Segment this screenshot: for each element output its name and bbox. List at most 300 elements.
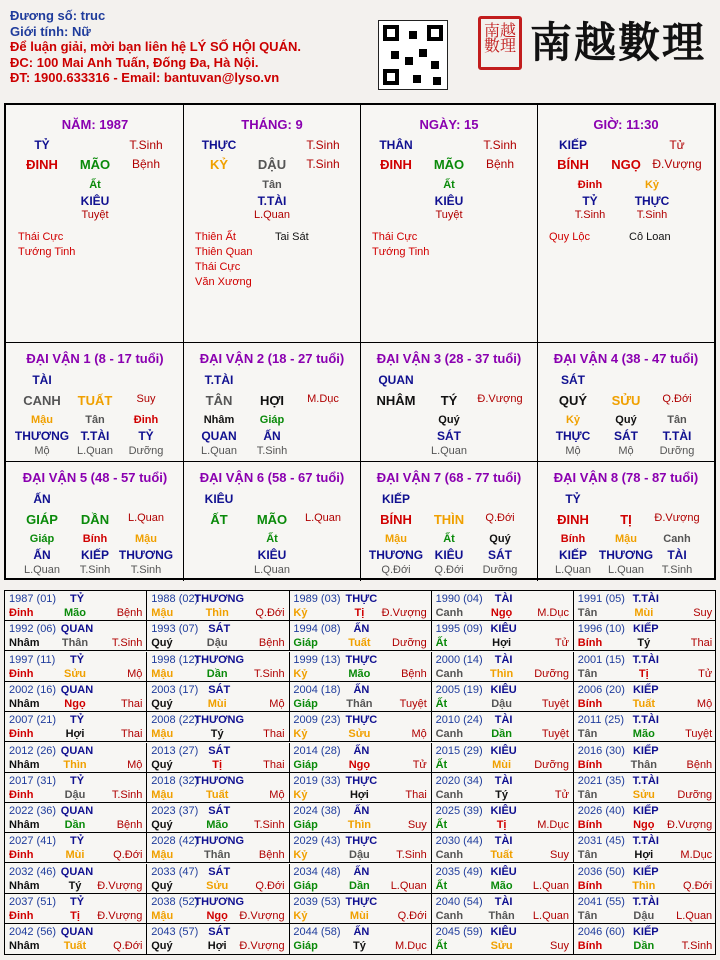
hidden-stage: T.Sinh bbox=[79, 564, 111, 576]
year-branch: Sửu bbox=[348, 728, 371, 741]
hidden-relation: TỶ bbox=[582, 194, 598, 208]
year-branch: Thìn bbox=[205, 607, 229, 619]
heavenly-stem: ẤT bbox=[210, 512, 228, 527]
hidden-stage: Tuyệt bbox=[81, 209, 109, 221]
hidden-relation: THỰC bbox=[555, 429, 591, 443]
year-branch: Tý bbox=[637, 637, 651, 650]
hidden-stem: Tân bbox=[85, 414, 105, 426]
year-relation: TỶ bbox=[69, 835, 85, 848]
year-relation: T.TÀI bbox=[632, 593, 659, 605]
year-label: 2043 (57) bbox=[151, 926, 199, 939]
hidden-relation: KIÊU bbox=[80, 194, 110, 208]
year-label: 2044 (58) bbox=[293, 926, 341, 939]
year-label: 1990 (04) bbox=[435, 593, 483, 605]
dai-van-title: ĐẠI VẬN 4 (38 - 47 tuổi) bbox=[553, 351, 699, 366]
year-cell bbox=[574, 833, 716, 863]
heavenly-stem: TÂN bbox=[205, 393, 233, 408]
year-stem: Quý bbox=[151, 758, 173, 771]
year-branch: Mùi bbox=[492, 758, 512, 771]
year-cell bbox=[147, 864, 289, 894]
earthly-branch: NGỌ bbox=[611, 157, 641, 172]
hidden-relation: SÁT bbox=[488, 548, 512, 562]
growth-stage: L.Quan bbox=[127, 512, 165, 524]
dai-van-title: ĐẠI VẬN 1 (8 - 17 tuổi) bbox=[26, 351, 164, 366]
year-branch: Dần bbox=[64, 819, 86, 832]
year-cell bbox=[574, 682, 716, 712]
year-relation: KIẾP bbox=[632, 926, 659, 939]
year-label: 2035 (49) bbox=[435, 865, 483, 878]
heavenly-stem: ĐINH bbox=[380, 157, 412, 172]
year-cell bbox=[574, 773, 716, 803]
hidden-stem: Ất bbox=[443, 533, 455, 545]
year-label: 2007 (21) bbox=[9, 714, 57, 727]
year-cell bbox=[5, 621, 147, 651]
year-stage: Q.Đới bbox=[255, 607, 285, 619]
year-stage: L.Quan bbox=[390, 879, 427, 892]
star-name: Thái Cực bbox=[18, 231, 64, 243]
hidden-stage: L.Quan bbox=[607, 564, 645, 576]
year-stem: Bính bbox=[577, 758, 603, 771]
dai-van-relation: QUAN bbox=[378, 373, 414, 387]
year-branch: Mão bbox=[64, 607, 86, 619]
year-cell bbox=[289, 894, 431, 924]
year-stem: Mậu bbox=[151, 607, 174, 619]
year-stem: Nhâm bbox=[9, 940, 40, 953]
year-branch: Dậu bbox=[349, 849, 370, 862]
star-name: Tướng Tinh bbox=[372, 246, 430, 258]
year-label: 2018 (32) bbox=[151, 774, 199, 787]
year-label: 2000 (14) bbox=[435, 653, 483, 666]
year-label: 2012 (26) bbox=[9, 744, 57, 757]
year-stage: T.Sinh bbox=[254, 819, 285, 832]
year-label: 2006 (20) bbox=[577, 683, 625, 696]
pillar-relation: THỰC bbox=[201, 138, 237, 152]
growth-stage: M.Dục bbox=[307, 393, 339, 405]
year-branch: Hợi bbox=[349, 788, 369, 801]
hidden-stage: T.Sinh bbox=[256, 445, 288, 457]
year-cell bbox=[289, 743, 431, 773]
year-stem: Quý bbox=[151, 697, 173, 710]
year-stem: Canh bbox=[435, 728, 464, 741]
year-cell bbox=[289, 803, 431, 833]
year-label: 2008 (22) bbox=[151, 714, 199, 727]
hidden-stage: Mộ bbox=[565, 445, 581, 457]
year-stem: Tân bbox=[577, 849, 598, 862]
pillar-top-stage: T.Sinh bbox=[129, 138, 163, 152]
year-stem: Nhâm bbox=[9, 637, 40, 650]
hidden-stem: Tân bbox=[262, 179, 282, 191]
dai-van-relation: TỶ bbox=[565, 492, 581, 506]
year-branch: Dần bbox=[349, 879, 370, 892]
hidden-stage: T.Sinh bbox=[636, 209, 668, 221]
dai-van-title: ĐẠI VẬN 7 (68 - 77 tuổi) bbox=[376, 470, 522, 485]
hidden-relation: T.TÀI bbox=[80, 429, 110, 443]
growth-stage: Bệnh bbox=[485, 157, 515, 171]
year-stage: Mộ bbox=[269, 788, 285, 801]
hidden-stem: Đinh bbox=[577, 179, 603, 191]
year-stage: T.Sinh bbox=[111, 788, 143, 801]
hidden-stage: T.Sinh bbox=[574, 209, 606, 221]
year-stage: Suy bbox=[693, 607, 713, 619]
year-relation: T.TÀI bbox=[632, 714, 659, 727]
year-branch: Sửu bbox=[63, 667, 87, 680]
hidden-relation: THƯƠNG bbox=[598, 548, 654, 562]
year-label: 1998 (12) bbox=[151, 653, 199, 666]
hidden-stage: T.Sinh bbox=[130, 564, 162, 576]
year-stage: Q.Đới bbox=[682, 879, 713, 892]
year-branch: Sửu bbox=[490, 940, 513, 953]
year-cell bbox=[432, 652, 574, 682]
earthly-branch: TÝ bbox=[440, 393, 458, 408]
hidden-relation: TỶ bbox=[138, 429, 154, 443]
year-stage: M.Dục bbox=[680, 849, 713, 862]
year-label: 2016 (30) bbox=[577, 744, 625, 757]
year-label: 1989 (03) bbox=[293, 593, 341, 605]
year-branch: Thân bbox=[488, 910, 515, 922]
year-branch: Ngọ bbox=[206, 910, 228, 922]
year-stem: Nhâm bbox=[9, 819, 40, 832]
hidden-stem: Tân bbox=[667, 414, 687, 426]
year-branch: Mão bbox=[206, 819, 229, 832]
year-relation: TÀI bbox=[494, 714, 513, 727]
year-branch: Tuất bbox=[490, 849, 513, 862]
year-stage: T.Sinh bbox=[396, 849, 427, 862]
year-cell bbox=[432, 621, 574, 651]
year-stage: Đ.Vượng bbox=[97, 910, 143, 922]
hidden-stage: Mộ bbox=[618, 445, 634, 457]
year-label: 2023 (37) bbox=[151, 805, 199, 818]
year-label: 2021 (35) bbox=[577, 774, 625, 787]
year-label: 2003 (17) bbox=[151, 683, 199, 696]
earthly-branch: MÃO bbox=[256, 512, 288, 527]
year-label: 2041 (55) bbox=[577, 896, 625, 908]
year-stem: Ất bbox=[435, 940, 448, 953]
hidden-stem: Mậu bbox=[615, 533, 637, 545]
year-relation: ẤN bbox=[353, 926, 370, 939]
year-label: 2013 (27) bbox=[151, 744, 199, 757]
year-relation: TÀI bbox=[494, 896, 513, 908]
year-stage: Đ.Vượng bbox=[239, 940, 285, 953]
year-stem: Tân bbox=[577, 910, 598, 922]
hidden-relation: T.TÀI bbox=[257, 194, 287, 208]
dai-van-relation: T.TÀI bbox=[204, 373, 234, 387]
year-relation: THỰC bbox=[345, 774, 378, 787]
year-label: 1997 (11) bbox=[9, 653, 56, 666]
pillar-cell bbox=[6, 105, 184, 343]
year-label: 2039 (53) bbox=[293, 896, 341, 908]
year-relation: T.TÀI bbox=[632, 774, 659, 787]
year-branch: Tị bbox=[354, 607, 365, 619]
year-relation: QUAN bbox=[60, 926, 94, 939]
year-cell bbox=[5, 894, 147, 924]
year-stem: Mậu bbox=[151, 667, 174, 680]
year-cell bbox=[574, 803, 716, 833]
pillar-top-stage: T.Sinh bbox=[483, 138, 517, 152]
earthly-branch: HỢI bbox=[259, 393, 285, 408]
year-cell bbox=[289, 621, 431, 651]
year-label: 2005 (19) bbox=[435, 683, 483, 696]
address-line: ĐC: 100 Mai Anh Tuấn, Đống Đa, Hà Nội. bbox=[10, 54, 259, 70]
year-label: 2045 (59) bbox=[435, 926, 483, 939]
year-relation: KIẾP bbox=[632, 865, 659, 878]
year-stage: L.Quan bbox=[532, 879, 569, 892]
earthly-branch: DẦN bbox=[80, 512, 110, 527]
year-stage: Dưỡng bbox=[534, 758, 569, 771]
star-name: Thiên Quan bbox=[195, 246, 253, 258]
year-branch: Ngọ bbox=[64, 697, 86, 710]
year-branch: Dậu bbox=[633, 910, 655, 922]
year-cell bbox=[5, 712, 147, 742]
year-branch: Thìn bbox=[489, 667, 514, 680]
year-stage: Thai bbox=[120, 697, 143, 710]
year-label: 1999 (13) bbox=[293, 653, 341, 666]
year-label: 1987 (01) bbox=[9, 593, 57, 605]
year-cell bbox=[574, 652, 716, 682]
year-stem: Kỷ bbox=[293, 607, 308, 619]
year-stage: T.Sinh bbox=[681, 940, 713, 953]
year-stage: M.Dục bbox=[537, 819, 569, 832]
year-branch: Dần bbox=[206, 667, 228, 680]
year-stem: Quý bbox=[151, 940, 173, 953]
hidden-stem: Quý bbox=[489, 533, 511, 545]
header-info bbox=[10, 8, 370, 86]
year-stage: Thai bbox=[120, 728, 143, 741]
star-name: Tai Sát bbox=[275, 231, 309, 243]
hidden-stem: Bính bbox=[560, 533, 586, 545]
year-stem: Mậu bbox=[151, 788, 174, 801]
hidden-stage: L.Quan bbox=[554, 564, 592, 576]
pillar-top-stage: T.Sinh bbox=[306, 138, 340, 152]
year-branch: Dậu bbox=[491, 697, 512, 710]
year-cell bbox=[574, 924, 716, 954]
hidden-stage: Tuyệt bbox=[435, 209, 463, 221]
year-branch: Thân bbox=[346, 697, 373, 710]
year-cell bbox=[574, 743, 716, 773]
year-stem: Kỷ bbox=[293, 788, 308, 801]
year-cell bbox=[5, 803, 147, 833]
year-label: 2001 (15) bbox=[577, 653, 625, 666]
hidden-stem: Quý bbox=[615, 414, 637, 426]
year-stage: L.Quan bbox=[676, 910, 713, 922]
earthly-branch: TUẤT bbox=[77, 393, 113, 408]
star-name: Thái Cực bbox=[195, 261, 241, 273]
year-cell bbox=[147, 712, 289, 742]
hidden-stem: Mậu bbox=[31, 414, 53, 426]
year-stage: Thai bbox=[263, 728, 285, 741]
year-stem: Nhâm bbox=[9, 697, 40, 710]
year-cell bbox=[5, 833, 147, 863]
year-stem: Ất bbox=[435, 697, 448, 710]
heavenly-stem: CANH bbox=[23, 393, 61, 408]
year-stem: Quý bbox=[151, 879, 173, 892]
year-branch: Tý bbox=[210, 728, 224, 741]
year-branch: Mùi bbox=[65, 849, 85, 862]
year-relation: T.TÀI bbox=[632, 896, 659, 908]
year-stem: Đinh bbox=[9, 788, 34, 801]
year-label: 2034 (48) bbox=[293, 865, 341, 878]
year-label: 1992 (06) bbox=[9, 623, 57, 636]
year-stage: Dưỡng bbox=[677, 788, 713, 801]
dai-van-title: ĐẠI VẬN 3 (28 - 37 tuổi) bbox=[376, 351, 522, 366]
year-relation: TỶ bbox=[69, 714, 85, 727]
year-stage: T.Sinh bbox=[254, 667, 285, 680]
year-relation: TÀI bbox=[494, 774, 513, 787]
year-stage: Bệnh bbox=[401, 667, 427, 680]
hidden-stem: Nhâm bbox=[203, 414, 235, 426]
year-label: 1995 (09) bbox=[435, 623, 483, 636]
year-relation: SÁT bbox=[208, 683, 231, 696]
year-stem: Kỷ bbox=[293, 667, 308, 680]
year-cell bbox=[5, 773, 147, 803]
year-relation: KIẾP bbox=[632, 683, 659, 696]
dai-van-relation: TÀI bbox=[32, 373, 52, 387]
year-relation: KIÊU bbox=[490, 744, 517, 757]
year-label: 2037 (51) bbox=[9, 896, 57, 908]
dai-van-cell bbox=[537, 343, 715, 462]
year-cell bbox=[574, 712, 716, 742]
year-stem: Tân bbox=[577, 728, 598, 741]
year-stem: Đinh bbox=[9, 910, 34, 922]
year-stage: M.Dục bbox=[395, 940, 427, 953]
dai-van-cell bbox=[360, 343, 538, 462]
year-cell bbox=[574, 894, 716, 924]
year-stage: Suy bbox=[550, 940, 569, 953]
earthly-branch: MÃO bbox=[79, 157, 111, 172]
dai-van-relation: SÁT bbox=[561, 373, 585, 387]
year-stem: Kỷ bbox=[293, 849, 308, 862]
year-relation: SÁT bbox=[208, 865, 231, 878]
heavenly-stem: BÍNH bbox=[380, 512, 412, 527]
hidden-stem: Quý bbox=[438, 414, 460, 426]
year-branch: Thân bbox=[630, 758, 657, 771]
year-cell bbox=[5, 743, 147, 773]
year-relation: QUAN bbox=[60, 805, 94, 818]
year-cell bbox=[147, 833, 289, 863]
hidden-relation: KIẾP bbox=[558, 548, 588, 562]
year-branch: Tị bbox=[70, 910, 80, 922]
year-cell bbox=[289, 864, 431, 894]
hidden-stage: Q.Đới bbox=[381, 564, 411, 576]
dai-van-cell bbox=[6, 343, 184, 462]
year-stem: Ất bbox=[435, 758, 448, 771]
year-stem: Giáp bbox=[293, 697, 318, 710]
year-label: 2025 (39) bbox=[435, 805, 483, 818]
year-cell bbox=[5, 864, 147, 894]
year-stage: Suy bbox=[407, 819, 427, 832]
year-stage: Đ.Vượng bbox=[667, 819, 713, 832]
year-relation: TÀI bbox=[494, 593, 513, 605]
year-stage: Bệnh bbox=[258, 637, 285, 650]
year-branch: Dậu bbox=[64, 788, 86, 801]
hidden-relation: THƯƠNG bbox=[118, 548, 174, 562]
year-stem: Giáp bbox=[293, 819, 318, 832]
year-cell bbox=[432, 864, 574, 894]
year-stem: Ất bbox=[435, 637, 448, 650]
year-label: 2036 (50) bbox=[577, 865, 625, 878]
growth-stage: Đ.Vượng bbox=[477, 393, 523, 405]
year-relation: QUAN bbox=[60, 683, 94, 696]
year-relation: TỶ bbox=[69, 896, 85, 908]
year-branch: Mão bbox=[632, 728, 655, 741]
hidden-relation: QUAN bbox=[201, 429, 237, 443]
growth-stage: Q.Đới bbox=[662, 393, 692, 405]
year-label: 2038 (52) bbox=[151, 896, 199, 908]
pillar-title: GIỜ: 11:30 bbox=[593, 117, 659, 132]
year-relation: SÁT bbox=[208, 744, 231, 757]
year-relation: ẤN bbox=[353, 805, 370, 818]
year-cell bbox=[147, 652, 289, 682]
year-cell bbox=[432, 833, 574, 863]
year-label: 2032 (46) bbox=[9, 865, 57, 878]
star-name: Tướng Tinh bbox=[18, 246, 76, 258]
year-cell bbox=[432, 924, 574, 954]
pillar-relation: KIẾP bbox=[558, 138, 588, 152]
pillar-cell bbox=[537, 105, 715, 343]
year-cell bbox=[5, 924, 147, 954]
year-label: 2011 (25) bbox=[577, 714, 625, 727]
year-label: 2046 (60) bbox=[577, 926, 625, 939]
hidden-stage: Q.Đới bbox=[434, 564, 464, 576]
gender: Giới tính: Nữ bbox=[10, 23, 91, 39]
dai-van-title: ĐẠI VẬN 2 (18 - 27 tuổi) bbox=[199, 351, 345, 366]
year-branch: Ngọ bbox=[348, 758, 371, 771]
year-stage: Tuyệt bbox=[685, 728, 713, 741]
hidden-relation: THƯƠNG bbox=[14, 429, 70, 443]
hidden-stem: Kỷ bbox=[644, 179, 660, 191]
pillar-title: THÁNG: 9 bbox=[241, 117, 303, 132]
year-stem: Canh bbox=[435, 788, 464, 801]
year-stem: Mậu bbox=[151, 728, 174, 741]
year-stem: Canh bbox=[435, 910, 464, 922]
year-relation: QUAN bbox=[60, 865, 94, 878]
hidden-relation: THƯƠNG bbox=[368, 548, 424, 562]
year-stage: Bệnh bbox=[116, 819, 143, 832]
year-branch: Mão bbox=[348, 667, 371, 680]
year-branch: Mùi bbox=[349, 910, 369, 922]
year-branch: Tị bbox=[212, 758, 223, 771]
year-stage: T.Sinh bbox=[111, 637, 143, 650]
year-cell bbox=[432, 803, 574, 833]
year-cell bbox=[147, 773, 289, 803]
year-relation: KIẾP bbox=[632, 744, 659, 757]
year-stem: Kỷ bbox=[293, 728, 308, 741]
year-relation: T.TÀI bbox=[632, 653, 659, 666]
year-stage: Tử bbox=[698, 667, 713, 680]
year-cell bbox=[432, 773, 574, 803]
year-cell bbox=[289, 712, 431, 742]
growth-stage: T.Sinh bbox=[306, 157, 340, 171]
contact-line: Để luận giải, mời bạn liên hệ LÝ SỐ HỘI QUÁN. bbox=[10, 39, 301, 54]
year-label: 2027 (41) bbox=[9, 835, 57, 848]
hidden-stem: Ất bbox=[89, 179, 101, 191]
dai-van-title: ĐẠI VẬN 6 (58 - 67 tuổi) bbox=[199, 470, 345, 485]
year-stage: Mộ bbox=[411, 728, 427, 741]
year-stem: Quý bbox=[151, 637, 173, 650]
year-relation: THỰC bbox=[345, 896, 378, 908]
year-relation: THỰC bbox=[345, 593, 378, 605]
year-branch: Mão bbox=[490, 879, 513, 892]
hidden-stage: Dưỡng bbox=[659, 445, 695, 457]
year-label: 1988 (02) bbox=[151, 593, 199, 605]
year-branch: Thìn bbox=[63, 758, 87, 771]
year-label: 2024 (38) bbox=[293, 805, 341, 818]
hidden-relation: KIÊU bbox=[257, 548, 287, 562]
growth-stage: Đ.Vượng bbox=[652, 157, 702, 171]
year-label: 2019 (33) bbox=[293, 774, 341, 787]
hidden-stem: Mậu bbox=[385, 533, 407, 545]
year-label: 1996 (10) bbox=[577, 623, 625, 636]
year-stage: Bệnh bbox=[258, 849, 285, 862]
